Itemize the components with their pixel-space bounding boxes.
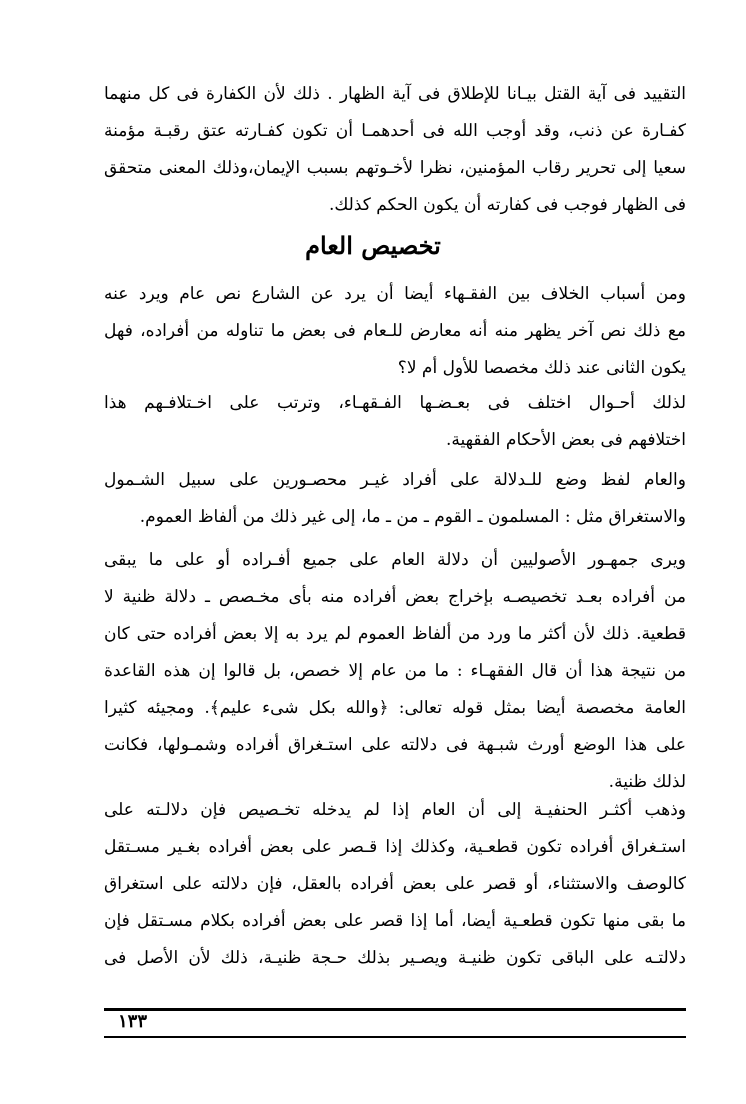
paragraph-jumhur (104, 542, 686, 801)
text-line: العامة مخصصة أيضا بمثل قوله تعالى: ﴿والله بكل شىء عليم﴾. ومجيئه كثيرا (104, 698, 686, 718)
text-line: على هذا الوضع أورث شبـهة فى دلالته على استـغراق أفراده وشمـولها، فكانت (104, 735, 686, 755)
text-line: من أفراده بعـد تخصيصـه بإخراج بعض أفراده منه بأى مخـصص ـ دلالة ظنية لا (104, 587, 686, 607)
paragraph-khilaf (104, 276, 686, 387)
text-line: التقييد فى آية القتل بيـانا للإطلاق فى آية الظهار . ذلك لأن الكفارة فى كل منهما (104, 84, 686, 104)
page-number: ١٣٣ (118, 1011, 148, 1032)
section-heading: تخصيص العام (305, 231, 441, 260)
footer-rule (104, 1008, 686, 1011)
text-line: ومن أسباب الخلاف بين الفقـهاء أيضا أن يرد عن الشارع نص عام ويرد عنه (104, 284, 686, 304)
text-line: من نتيجة هذا أن قال الفقهـاء : ما من عام إلا خصص، بل قالوا إن هذه القاعدة (104, 661, 686, 681)
text-line: دلالتـه على الباقى تكون ظنيـة ويصـير بذلك حـجة ظنيـة، ذلك لأن الأصل فى (104, 948, 686, 968)
paragraph-kaffara (104, 76, 686, 224)
text-line: استـغراق أفراده تكون قطعـية، وكذلك إذا قـصر على بعض أفراده بغـير مسـتقل (104, 837, 686, 857)
footer-rule-bottom (104, 1036, 686, 1038)
text-line: سعيا إلى تحرير رقاب المؤمنين، نظرا لأخـوتهم بسبب الإيمان،وذلك المعنى متحقق (104, 158, 686, 178)
text-line: يكون الثانى عند ذلك مخصصا للأول أم لا؟ (397, 358, 686, 378)
text-line: لذلك ظنية. (608, 772, 686, 792)
paragraph-definition (104, 462, 686, 536)
text-line: وذهب أكثـر الحنفيـة إلى أن العام إذا لم يدخله تخـصيص فإن دلالـته على (104, 800, 686, 820)
text-line: مع ذلك نص آخر يظهر منه أنه معارض للـعام فى بعض ما تناوله من أفراده، فهل (104, 321, 686, 341)
text-line: والعام لفظ وضع للـدلالة على أفراد غيـر محصـورين على سبيل الشـمول (104, 470, 686, 490)
paragraph-ahwal (104, 385, 686, 459)
text-line: كالوصف والاستثناء، أو قصر على بعض أفراده بالعقل، فإن دلالته على استغراق (104, 874, 686, 894)
text-line: لذلك أحـوال اختلف فى بعـضـها الفـقهـاء، وترتب على اخـتلافـهم هذا (104, 393, 686, 413)
text-line: كفـارة عن ذنب، وقد أوجب الله فى أحدهمـا أن تكون كفـارته عتق رقبـة مؤمنة (104, 121, 686, 141)
text-line: قطعية. ذلك لأن أكثر ما ورد من ألفاظ العموم لم يرد به إلا بعض أفراده حتى كان (104, 624, 686, 644)
paragraph-hanafiyya (104, 792, 686, 977)
text-line: ما بقى منها تكون قطعـية أيضا، أما إذا قصر على بعض أفراده بكلام مسـتقل فإن (104, 911, 686, 931)
text-line: والاستغراق مثل : المسلمون ـ القوم ـ من ـ ما، إلى غير ذلك من ألفاظ العموم. (139, 507, 686, 527)
text-line: فى الظهار فوجب فى كفارته أن يكون الحكم كذلك. (328, 195, 686, 215)
text-line: اختلافهم فى بعض الأحكام الفقهية. (445, 430, 686, 450)
text-line: ويرى جمهـور الأصوليين أن دلالة العام على جميع أفـراده أو على ما يبقى (104, 550, 686, 570)
